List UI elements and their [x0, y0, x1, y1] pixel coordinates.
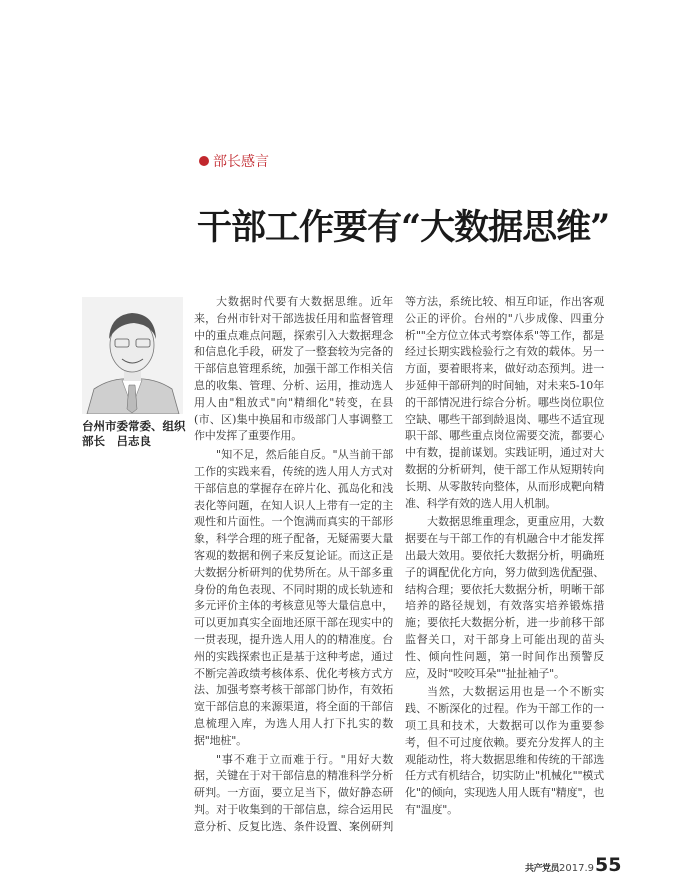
paragraph: 大数据思维重理念，更重应用，大数据要在与干部工作的有机融合中才能发挥出最大效用。要依托大数据分析，明确班子的调配优化方向，努力做到选优配强、结构合理；要依托大数据分析，明晰干部培养的路径规划，有效落实培养锻炼措施；要依托大数据分析，进一步前移干部监督关口，对干部身上可能出现的苗头性、倾向性问题，第一时间作出预警反应，及时"咬咬耳朵""扯扯袖子"。: [405, 515, 604, 680]
page-number: 55: [595, 854, 622, 876]
author-title: 台州市委常委、组织: [82, 419, 186, 433]
page-footer: [525, 856, 621, 875]
article-body: [194, 294, 604, 836]
section-label: [199, 151, 269, 171]
author-caption: [82, 419, 192, 449]
magazine-masthead: 共产党员: [525, 864, 560, 874]
paragraph: 大数据时代要有大数据思维。近年来，台州市针对干部选拔任用和监督管理中的重点难点问题，探索引入大数据理念和信息化手段，研发了一整套较为完备的干部信息管理系统，加强干部工作相关信息的收集、管理、分析、运用，推动选人用人由"粗放式"向"精细化"转变，在县(市、区)集中换届和市级部门人事调整工作中发挥了重要作用。: [194, 295, 393, 443]
paragraph: "事不难于立而难于行。"用好大数据，关键在于对干部信息的精准科学分析研判。一方面，要立足当下，做好静态研判。对于收集到的干部信息，综合运用民意分析、反复比选、条件设置、案例研判等方法，系统比较、相互印证，作出客观公正的评价。台州的"八步成像、四重分析""全方位立体式考察体系"等工作，都是经过长期实践检验行之有效的载体。另一方面，要着眼将来，做好动态预判。进一步延伸干部研判的时间轴，对未来5-10年的干部情况进行综合分析。哪些岗位职位空缺、哪些干部到龄退岗、哪些不适宜现职干部、哪些重点岗位需要交流，都要心中有数，提前谋划。实践证明，通过对大数据的分析研判，使干部工作从短期转向长期、从零散转向整体，从而形成靶向精准、科学有效的选人用人机制。: [194, 295, 604, 833]
author-portrait: [82, 297, 183, 414]
paragraph: 当然，大数据运用也是一个不断实践、不断深化的过程。作为干部工作的一项工具和技术，大数据可以作为重要参考，但不可过度依赖。要充分发挥人的主观能动性，将大数据思维和传统的干部选任方式有机结合，切实防止"机械化""模式化"的倾向，实现选人用人既有"精度"，也有"温度"。: [405, 685, 604, 816]
section-label-text: 部长感言: [213, 154, 269, 170]
bullet-dot-icon: [199, 156, 209, 166]
author-name: 部长 吕志良: [82, 434, 151, 448]
issue-date: 2017.9: [559, 863, 595, 874]
paragraph: "知不足，然后能自反。"从当前干部工作的实践来看，传统的选人用人方式对干部信息的掌握存在碎片化、孤岛化和浅表化等问题，在知人识人上带有一定的主观性和片面性。一个饱满而真实的干部形象，科学合理的班子配备，无疑需要大量客观的数据和例子来反复论证。而这正是大数据分析研判的优势所在。从干部多重身份的角色表现、不同时期的成长轨迹和多元评价主体的考核意见等大量信息中，可以更加真实全面地还原干部在现实中的一贯表现，提升选人用人的的精准度。台州的实践探索也正是基于这种考虑，通过不断完善政绩考核体系、优化考核方式方法、加强考察考核干部部门协作，有效拓宽干部信息的来源渠道，将全面的干部信息梳理入库，为选人用人打下扎实的数据"地桩"。: [194, 448, 393, 747]
article-title: 干部工作要有“大数据思维”: [197, 207, 610, 248]
portrait-sketch-icon: [82, 297, 183, 414]
